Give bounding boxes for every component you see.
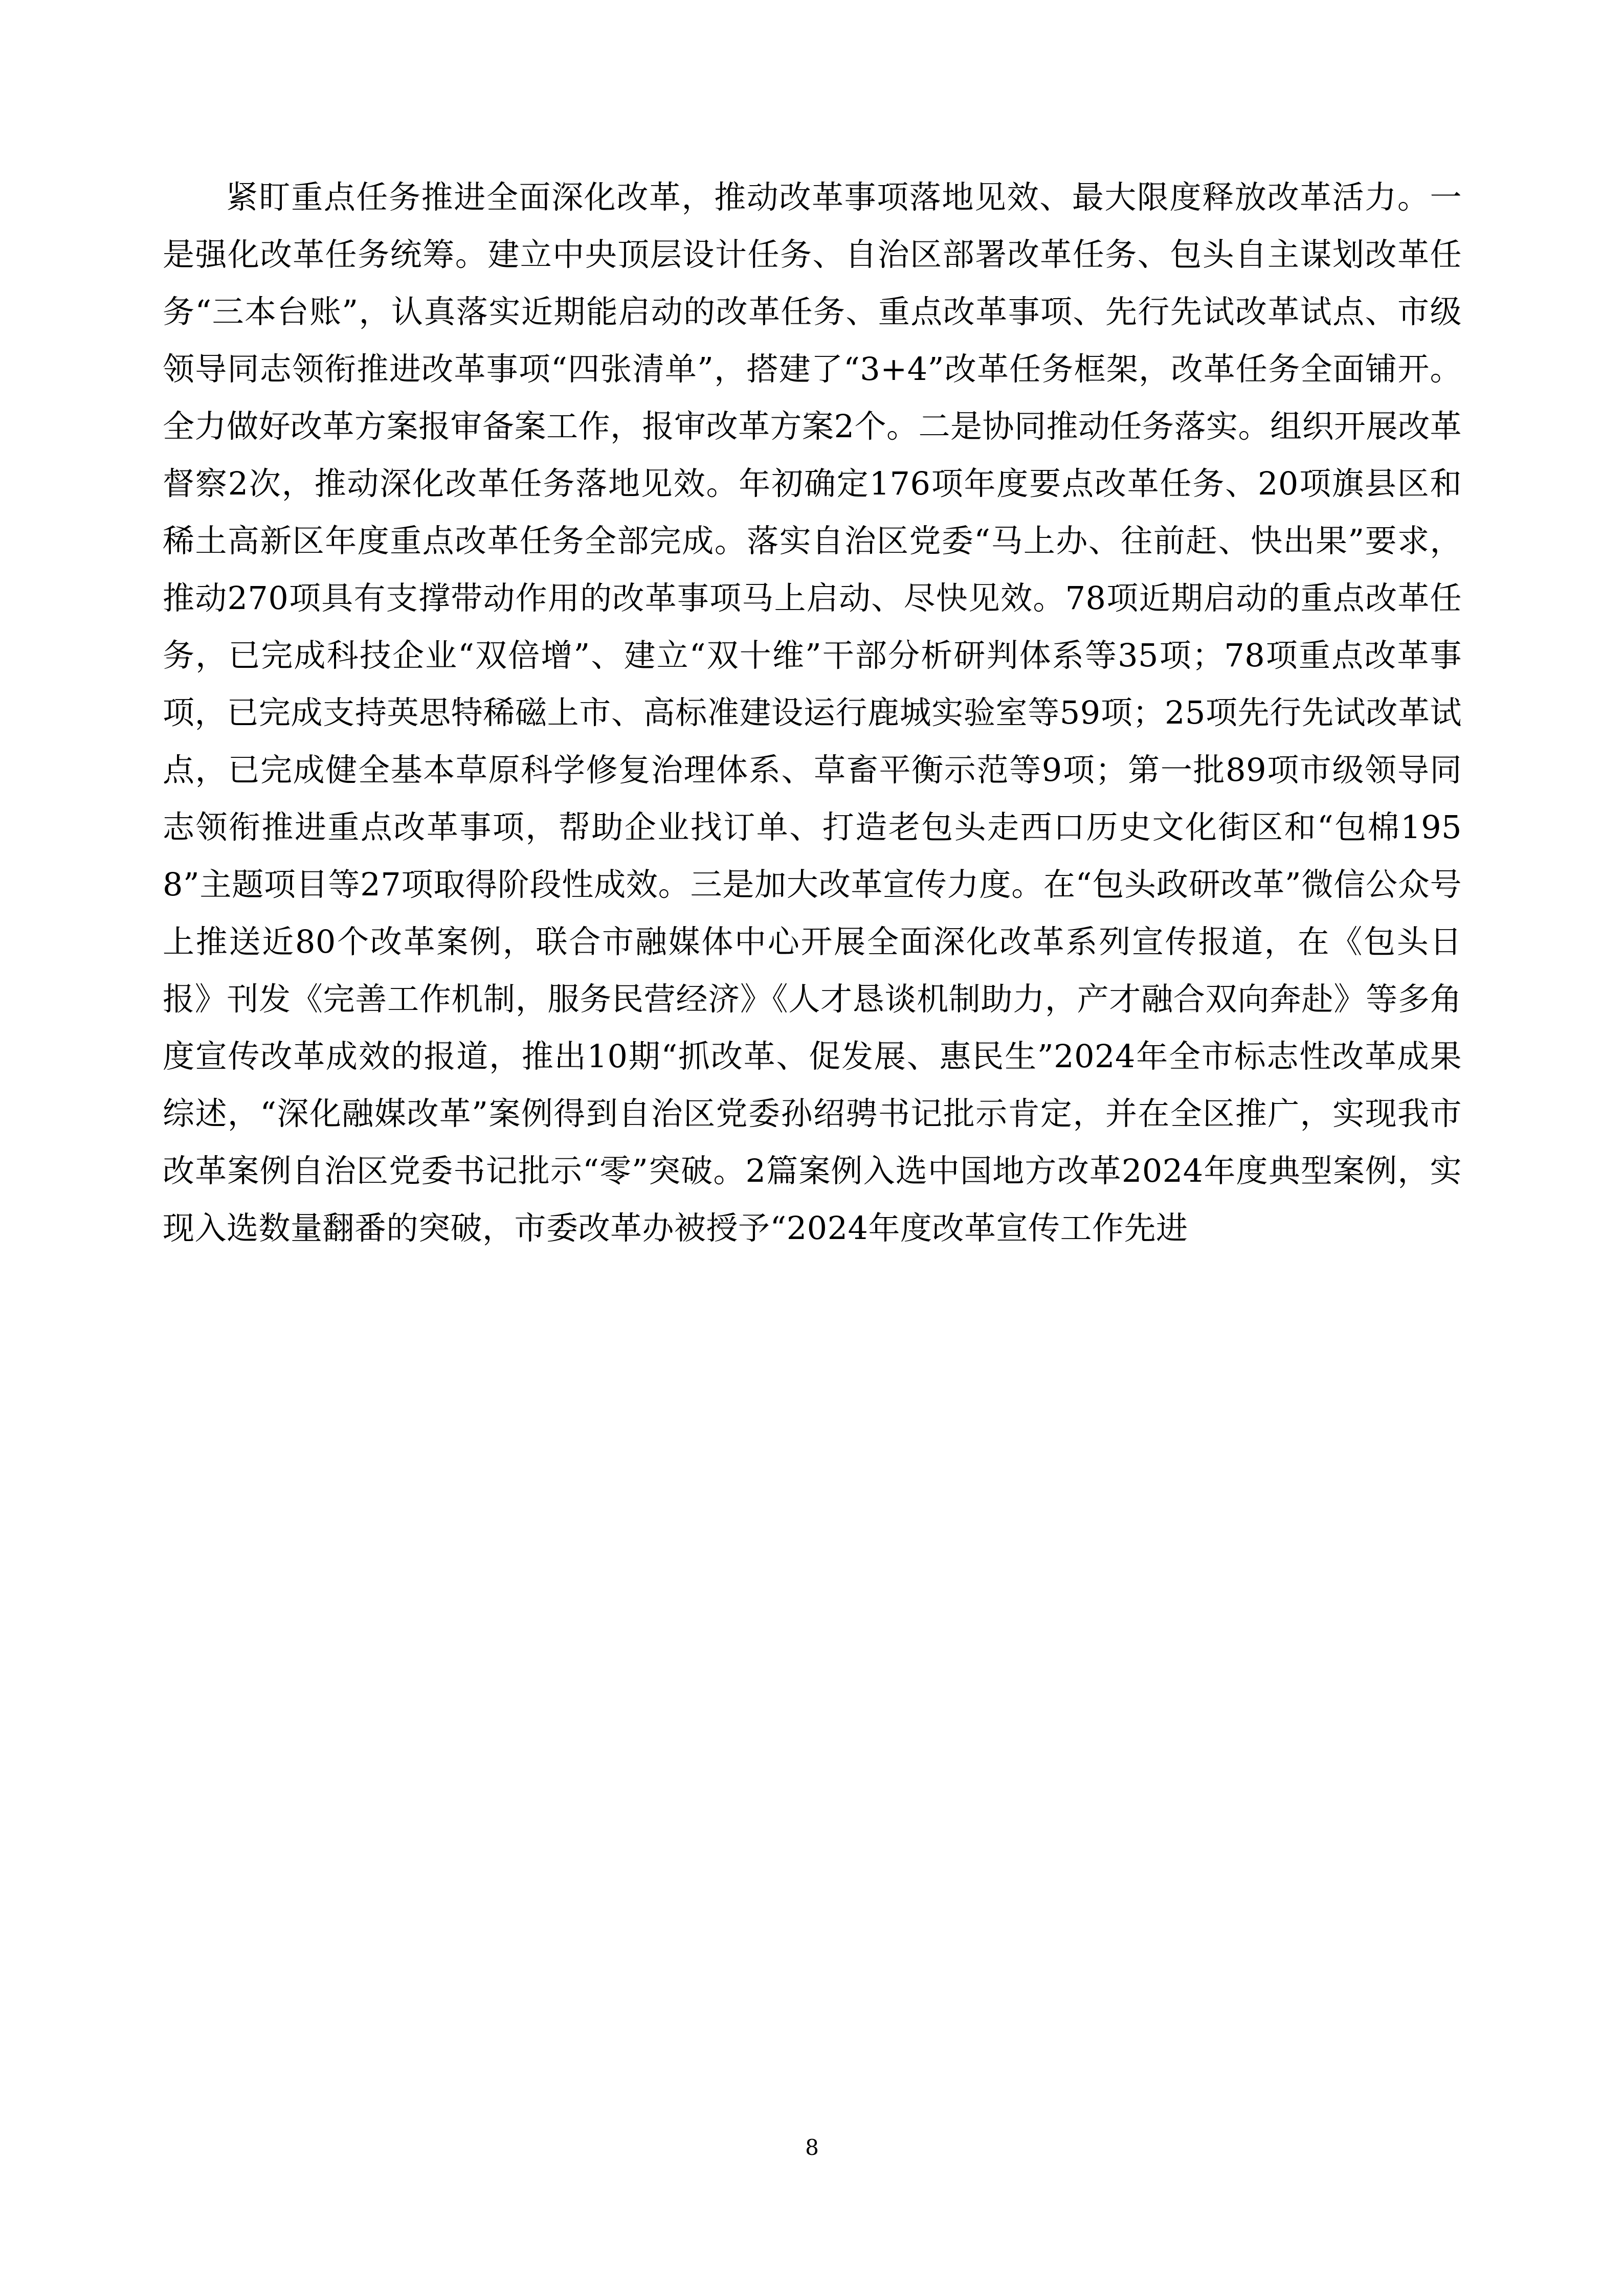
- page-number: 8: [805, 2135, 819, 2160]
- page-content: [163, 169, 1462, 1257]
- body-paragraph: 紧盯重点任务推进全面深化改革，推动改革事项落地见效、最大限度释放改革活力。一是强化改革任务统筹。建立中央顶层设计任务、自治区部署改革任务、包头自主谋划改革任务“三本台账”，认真落实近期能启动的改革任务、重点改革事项、先行先试改革试点、市级领导同志领衔推进改革事项“四张清单”，搭建了“3+4”改革任务框架，改革任务全面铺开。全力做好改革方案报审备案工作，报审改革方案2个。二是协同推动任务落实。组织开展改革督察2次，推动深化改革任务落地见效。年初确定176项年度要点改革任务、20项旗县区和稀土高新区年度重点改革任务全部完成。落实自治区党委“马上办、往前赶、快出果”要求，推动270项具有支撑带动作用的改革事项马上启动、尽快见效。78项近期启动的重点改革任务，已完成科技企业“双倍增”、建立“双十维”干部分析研判体系等35项；78项重点改革事项，已完成支持英思特稀磁上市、高标准建设运行鹿城实验室等59项；25项先行先试改革试点，已完成健全基本草原科学修复治理体系、草畜平衡示范等9项；第一批89项市级领导同志领衔推进重点改革事项，帮助企业找订单、打造老包头走西口历史文化街区和“包棉1958”主题项目等27项取得阶段性成效。三是加大改革宣传力度。在“包头政研改革”微信公众号上推送近80个改革案例，联合市融媒体中心开展全面深化改革系列宣传报道，在《包头日报》刊发《完善工作机制，服务民营经济》《人才恳谈机制助力，产才融合双向奔赴》等多角度宣传改革成效的报道，推出10期“抓改革、促发展、惠民生”2024年全市标志性改革成果综述，“深化融媒改革”案例得到自治区党委孙绍骋书记批示肯定，并在全区推广，实现我市改革案例自治区党委书记批示“零”突破。2篇案例入选中国地方改革2024年度典型案例，实现入选数量翻番的突破，市委改革办被授予“2024年度改革宣传工作先进: [163, 178, 1462, 1247]
